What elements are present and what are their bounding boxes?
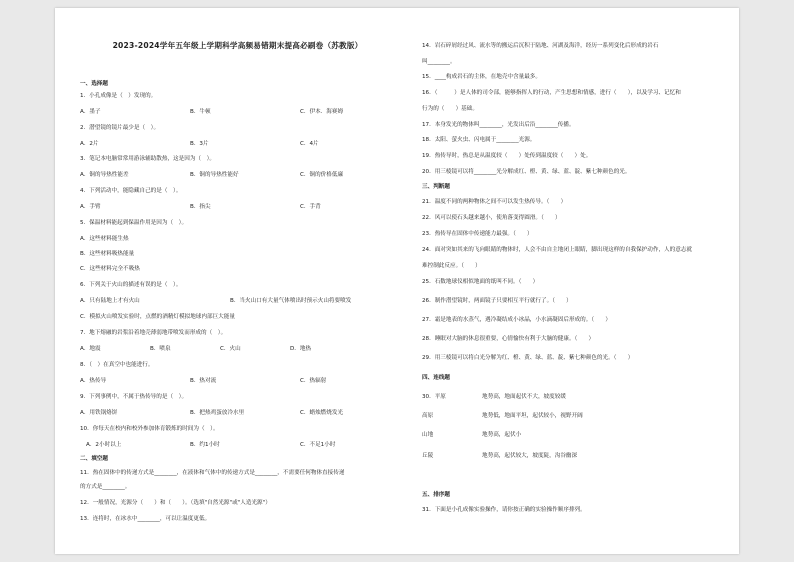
question-2: 2．潜望镜的镜片最少是（ ）。 [80,125,160,131]
question-31: 31．下面是小孔成像实验操作，请你按正确的实验操作顺序排列。 [422,507,586,513]
question-1-options [80,109,395,116]
question-3: 3．笔记本电脑常常用游泳辅助散热，这是因为（ ）。 [80,156,216,162]
option: B．把热鸡蛋放冷水里 [190,410,245,416]
option: C．热辐射 [300,378,327,384]
question-5-option-c: C．这些材料完全不吸热 [80,266,140,272]
match-left: 山地 [422,432,434,438]
question-2-options [80,141,395,148]
match-right: 地势高，起伏小 [482,432,522,438]
option: C．4片 [300,141,319,147]
question-26: 26．制作潜望镜时，两面镜子只要相互平行就行了。（ ） [422,298,572,304]
question-6: 6．下列关于火山的描述有误的是（ ）。 [80,282,182,288]
section-fill: 二、填空题 [80,456,108,462]
question-24: 24．面对突如其来的飞向眼睛的物体时，人会不由自主地闭上眼睛，脚出现这样的自我保护动作，人的意志就 [422,247,693,253]
question-11-cont: 的方式是________。 [80,484,131,490]
option: B．热对流 [190,378,217,384]
section-order: 五、排序题 [422,492,450,498]
match-row [422,413,583,420]
question-14-cont: 叫________。 [422,59,456,65]
option: A．2小时以上 [86,442,122,448]
option: B．喷泉 [150,346,171,352]
section-choice: 一、选择题 [80,81,108,87]
option: A．铜的导热性能差 [80,172,129,178]
question-9-options [80,410,395,417]
option: B．牛顿 [190,109,211,115]
option: A．2片 [80,141,99,147]
question-9: 9．下列事例中，不属于热传导的是（ ）。 [80,394,188,400]
question-16: 16．（ ）是人体的司令部，能够指挥人的行动，产生思想和情感，进行（ ），以及学习、记忆和 [422,90,681,96]
question-22: 22．风可以使石头越来越小，使角落变得圆滑。（ ） [422,215,561,221]
option: C．手背 [300,204,321,210]
option: A．手臂 [80,204,101,210]
question-15: 15．____构成岩石的主体，在地壳中含量最多。 [422,74,541,80]
question-4: 4．下列活动中，能隐藏自己的是（ ）。 [80,188,182,194]
match-right: 地势高，地面起伏不大，坡度较缓 [482,394,566,400]
option: B．当火山口有大量气体喷出时预示火山将要喷发 [230,298,352,304]
match-row [422,394,566,401]
question-8: 8．（ ）在真空中也能进行。 [80,362,154,368]
question-19: 19．热传导时，热总是从温度较（ ）处传到温度较（ ）处。 [422,153,592,159]
option: A．地震 [80,346,101,352]
match-right: 地势高，起伏较大，坡度陡，沟谷幽深 [482,453,578,459]
question-24-cont: 难控制此反应。（ ） [422,263,481,269]
question-10: 10．你每天在校内和校外参加体育锻炼的时间为（ ）。 [80,426,219,432]
page-fold [393,28,407,548]
option: B．指尖 [190,204,211,210]
question-23: 23．热传导在固体中传递能力最强。（ ） [422,231,533,237]
match-left: 30．平原 [422,394,446,400]
option: A．只有陆地上才有火山 [80,298,140,304]
question-18: 18．太阳、萤火虫、闪电属于________光源。 [422,137,536,143]
option: A．墨子 [80,109,101,115]
match-row [422,453,577,460]
option: B．约1小时 [190,442,220,448]
question-29: 29．用三棱镜可以将白光分解为红、橙、黄、绿、蓝、靛、紫七种颜色的光。（ ） [422,355,634,361]
question-28: 28．睡眠对大脑的休息很重要，心情愉快有利于大脑的健康。（ ） [422,336,595,342]
match-row [422,432,521,439]
question-5-option-a: A．这些材料能生热 [80,236,129,242]
option: C．蜡烛燃烧发光 [300,410,344,416]
question-27: 27．霜是地表的水蒸气，遇冷凝结成小冰晶，小水滴凝固后形成的。（ ） [422,317,611,323]
section-match: 四、连线题 [422,375,450,381]
option: A．用铁锅烙饼 [80,410,118,416]
question-12: 12．一般情况，光源分（ ）和（ ）。（选填"自然光源"或"人造光源"） [80,500,271,506]
question-5-option-b: B．这些材料吸热能量 [80,251,135,257]
option: C．火山 [220,346,241,352]
option: B．铜的导热性能好 [190,172,239,178]
question-6-option-c: C．模拟火山喷发实验时，点燃的酒精灯模拟地球内部巨大能量 [80,314,235,320]
option: C．铜的价格低廉 [300,172,344,178]
option: B．3片 [190,141,209,147]
option: D．地热 [290,346,312,352]
question-6-options-ab [80,298,395,305]
question-21: 21．温度不同的两种物体之间不可以发生热传导。（ ） [422,199,567,205]
match-left: 丘陵 [422,453,434,459]
question-17: 17．本身发光的物体叫________，光发出后沿________传播。 [422,122,575,128]
question-13: 13．连将时，在冰水中________，可以让温度更低。 [80,516,211,522]
option: C．伊本．海赛姆 [300,109,344,115]
question-8-options [80,378,395,385]
document-page [55,8,739,554]
question-5: 5．保温材料能起到保温作用是因为（ ）。 [80,220,188,226]
question-1: 1．小孔成像是（ ）发现的。 [80,93,157,99]
question-25: 25．石数地球仪相似地面的纸叫不同。（ ） [422,279,539,285]
page-title: 2023-2024学年五年级上学期科学高频易错期末提高必刷卷（苏教版） [112,41,363,50]
match-right: 地势低，地面平坦，起伏较小，视野开阔 [482,413,583,419]
option: C．不足1小时 [300,442,336,448]
question-10-options [86,442,395,449]
question-20: 20．用三棱镜可以将________光分解成红、橙、黄、绿、蓝、靛、紫七种颜色的光。 [422,169,631,175]
match-left: 高原 [422,413,434,419]
question-3-options [80,172,395,179]
question-14: 14．岩石碎屑经过风、流水等的搬运后沉积于陆地、河湖及海洋，经历一系列变化后形成的岩石 [422,43,659,49]
question-11: 11．热在固体中的传递方式是________，在液体和气体中的传递方式是________，不需要任何物体直接传递 [80,470,345,476]
question-7-options [80,346,395,353]
question-16-cont: 行为的（ ）基础。 [422,106,478,112]
option: A．热传导 [80,378,107,384]
question-4-options [80,204,395,211]
section-judge: 三、判断题 [422,184,450,190]
question-7: 7．地下熔融的岩浆沿着地壳薄弱地带喷发而形成的（ ）。 [80,330,227,336]
